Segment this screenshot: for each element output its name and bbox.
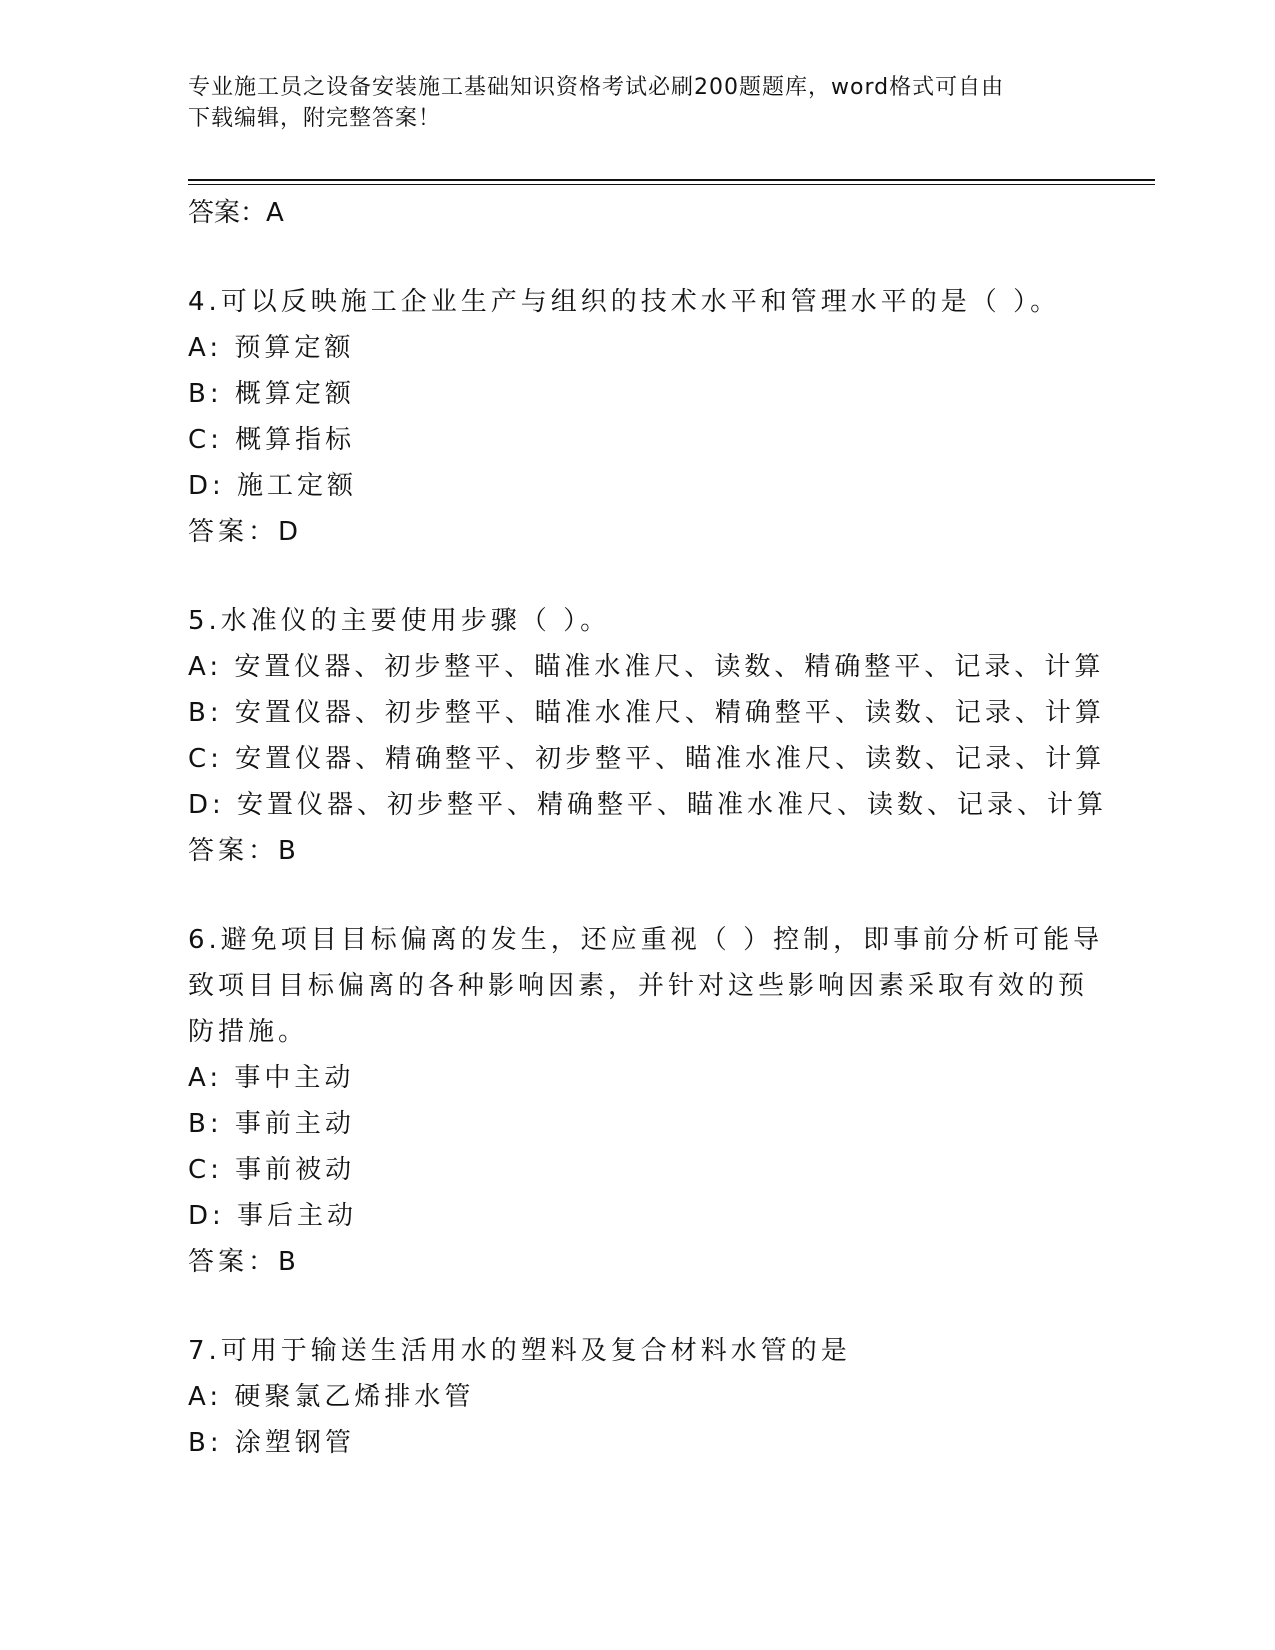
- option-b: B: 涂塑钢管: [188, 1428, 355, 1458]
- header-divider-thin: [188, 184, 1155, 185]
- option-d: D: 安置仪器、初步整平、精确整平、瞄准水准尺、读数、记录、计算: [188, 790, 1108, 820]
- option-b: B: 事前主动: [188, 1109, 355, 1139]
- spacer: [188, 1285, 1088, 1328]
- question-text: 5.水准仪的主要使用步骤（ ）。: [188, 606, 611, 636]
- header-line-2: 下载编辑，附完整答案！: [188, 106, 442, 131]
- document-body: [188, 190, 1108, 1466]
- option-a: A: 事中主动: [188, 1063, 355, 1093]
- previous-answer: 答案：A: [188, 198, 284, 228]
- option-a: A: 预算定额: [188, 333, 355, 363]
- question-block: [188, 279, 1088, 555]
- option-a: A: 安置仪器、初步整平、瞄准水准尺、读数、精确整平、记录、计算: [188, 652, 1105, 682]
- question-block: [188, 1328, 1088, 1466]
- question-text-line-1: 6.避免项目目标偏离的发生，还应重视（ ）控制，即事前分析可能导: [188, 925, 1104, 955]
- question-block: [188, 917, 1104, 1285]
- option-b: B: 概算定额: [188, 379, 355, 409]
- spacer: [188, 236, 1088, 279]
- option-d: D: 事后主动: [188, 1201, 358, 1231]
- question-block: [188, 598, 1108, 874]
- option-a: A: 硬聚氯乙烯排水管: [188, 1382, 475, 1412]
- option-c: C: 事前被动: [188, 1155, 356, 1185]
- header-line-1: 专业施工员之设备安装施工基础知识资格考试必刷200题题库，word格式可自由: [188, 75, 1005, 100]
- header-divider: [188, 179, 1155, 181]
- option-c: C: 安置仪器、精确整平、初步整平、瞄准水准尺、读数、记录、计算: [188, 744, 1106, 774]
- question-text: 7.可用于输送生活用水的塑料及复合材料水管的是: [188, 1336, 851, 1366]
- spacer: [188, 555, 1088, 598]
- question-text-line-3: 防措施。: [188, 1017, 309, 1047]
- option-c: C: 概算指标: [188, 425, 356, 455]
- spacer: [188, 874, 1088, 917]
- answer: 答案：D: [188, 517, 303, 547]
- question-text-line-2: 致项目目标偏离的各种影响因素，并针对这些影响因素采取有效的预: [188, 971, 1089, 1001]
- option-b: B: 安置仪器、初步整平、瞄准水准尺、精确整平、读数、记录、计算: [188, 698, 1105, 728]
- question-text: 4.可以反映施工企业生产与组织的技术水平和管理水平的是（ ）。: [188, 287, 1061, 317]
- option-d: D: 施工定额: [188, 471, 358, 501]
- answer: 答案：B: [188, 1247, 300, 1277]
- page-header: [188, 72, 1068, 134]
- answer: 答案：B: [188, 836, 300, 866]
